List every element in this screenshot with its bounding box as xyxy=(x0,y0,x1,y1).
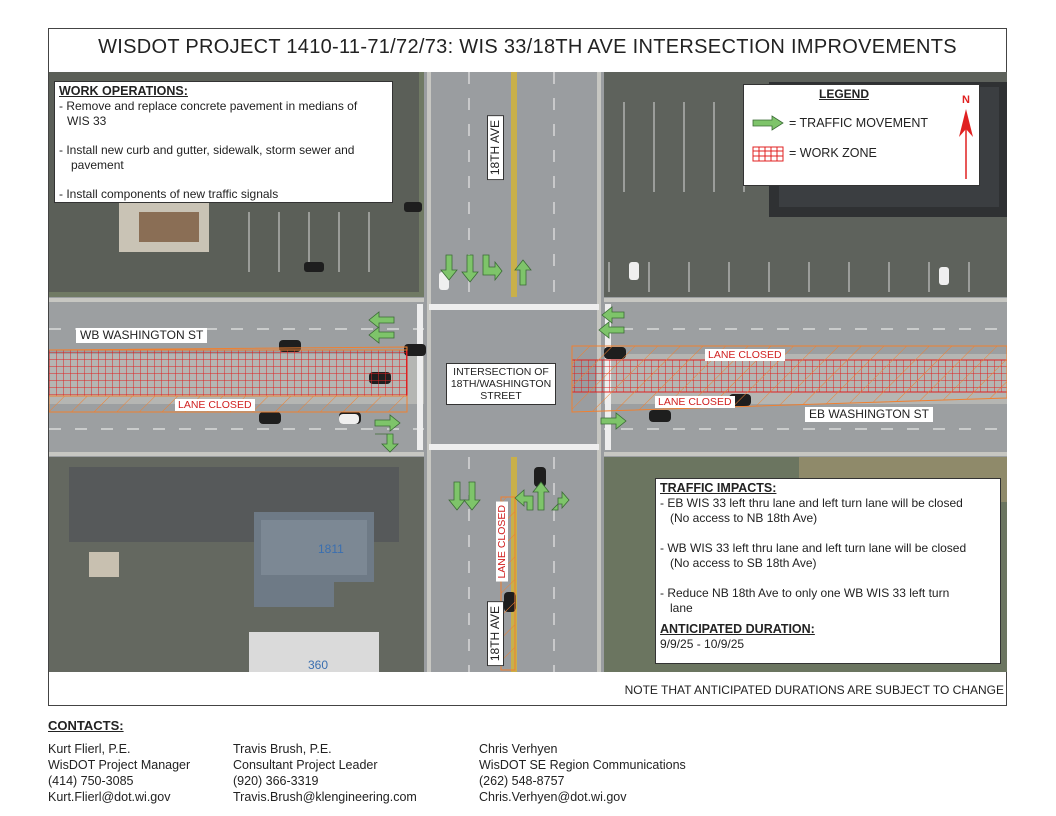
contacts-heading xyxy=(48,718,124,733)
lane-closed-east-bottom-label: LANE CLOSED xyxy=(655,396,735,408)
work-item: pavement xyxy=(71,158,124,172)
legend-box xyxy=(743,84,980,186)
impact-item: (No access to NB 18th Ave) xyxy=(670,511,818,525)
contact-email[interactable]: Kurt.Flierl@dot.wi.gov xyxy=(48,790,171,804)
duration-heading: ANTICIPATED DURATION: xyxy=(660,622,815,636)
impact-item: lane xyxy=(670,601,693,615)
impact-item: - EB WIS 33 left thru lane and left turn lane will be closed xyxy=(660,496,963,510)
contact-role: WisDOT SE Region Communications xyxy=(479,758,686,772)
contact-email[interactable]: Travis.Brush@klengineering.com xyxy=(233,790,417,804)
work-item: - Install components of new traffic signals xyxy=(59,187,279,201)
lane-closed-west-label: LANE CLOSED xyxy=(175,399,255,411)
work-zone-west xyxy=(49,350,407,396)
contact-card xyxy=(48,741,190,805)
duration-note: NOTE THAT ANTICIPATED DURATIONS ARE SUBJECT TO CHANGE xyxy=(624,683,1004,697)
north-label: N xyxy=(962,94,970,106)
south-18th-ave-label: 18TH AVE xyxy=(487,601,504,666)
contact-phone: (262) 548-8757 xyxy=(479,774,565,788)
traffic-impacts-box xyxy=(655,478,1001,664)
legend-work-zone: = WORK ZONE xyxy=(789,146,877,160)
work-item: WIS 33 xyxy=(67,114,107,128)
impact-item: (No access to SB 18th Ave) xyxy=(670,556,817,570)
page-title: WISDOT PROJECT 1410-11-71/72/73: WIS 33/18TH AVE INTERSECTION IMPROVEMENTS xyxy=(98,36,957,58)
impact-item: - WB WIS 33 left thru lane and left turn lane will be closed xyxy=(660,541,967,555)
legend-traffic-movement: = TRAFFIC MOVEMENT xyxy=(789,116,929,130)
contact-name: Travis Brush, P.E. xyxy=(233,742,332,756)
intersection-label-line: STREET xyxy=(480,390,522,402)
work-item: - Install new curb and gutter, sidewalk, storm sewer and xyxy=(59,143,355,157)
lane-closed-east-top-label: LANE CLOSED xyxy=(705,349,785,361)
legend-work-zone-icon xyxy=(752,146,784,162)
intersection-label xyxy=(446,363,556,405)
eb-washington-label: EB WASHINGTON ST xyxy=(805,407,933,422)
wb-washington-label: WB WASHINGTON ST xyxy=(76,328,207,343)
work-item: - Remove and replace concrete pavement in medians of xyxy=(59,99,358,113)
legend-arrow-icon xyxy=(752,115,784,131)
north-arrow-icon xyxy=(954,107,978,181)
legend-heading: LEGEND xyxy=(818,87,869,101)
contacts-title: CONTACTS: xyxy=(48,718,124,733)
contact-email[interactable]: Chris.Verhyen@dot.wi.gov xyxy=(479,790,627,804)
intersection-label-line: 18TH/WASHINGTON xyxy=(450,378,552,390)
building-360-label: 360 xyxy=(308,658,329,672)
impact-item: - Reduce NB 18th Ave to only one WB WIS 33 left turn xyxy=(660,586,950,600)
contact-phone: (920) 366-3319 xyxy=(233,774,319,788)
work-operations-box xyxy=(54,81,393,203)
work-operations-heading: WORK OPERATIONS: xyxy=(59,84,188,98)
intersection-label-line: INTERSECTION OF xyxy=(453,366,549,378)
contact-role: WisDOT Project Manager xyxy=(48,758,191,772)
duration-value: 9/9/25 - 10/9/25 xyxy=(660,637,745,651)
north-18th-ave-label: 18TH AVE xyxy=(487,115,504,180)
contact-name: Chris Verhyen xyxy=(479,742,558,756)
traffic-impacts-heading: TRAFFIC IMPACTS: xyxy=(660,481,777,495)
contact-name: Kurt Flierl, P.E. xyxy=(48,742,131,756)
contact-card xyxy=(479,741,686,805)
contact-phone: (414) 750-3085 xyxy=(48,774,134,788)
contact-card xyxy=(233,741,417,805)
lane-closed-south-label: LANE CLOSED xyxy=(496,502,508,582)
contact-role: Consultant Project Leader xyxy=(233,758,378,772)
building-1811-label: 1811 xyxy=(318,542,344,556)
